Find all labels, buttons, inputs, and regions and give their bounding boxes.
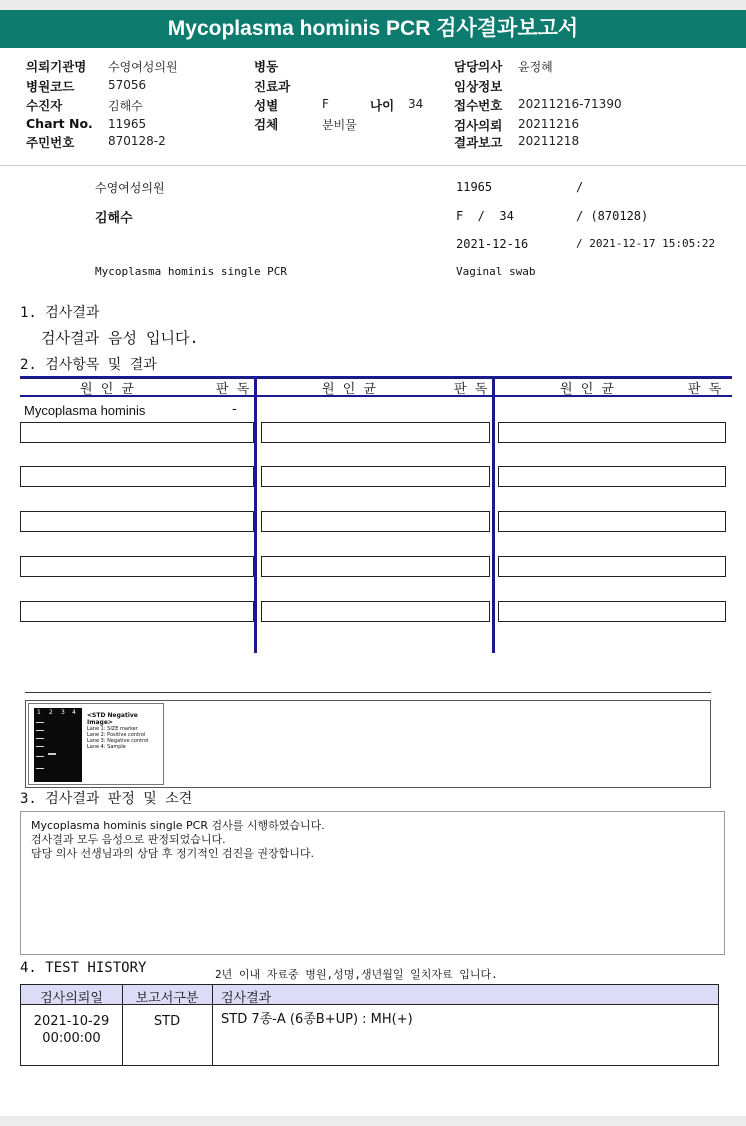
pathogen-name: Mycoplasma hominis — [24, 403, 146, 418]
lane-2-label: 2 — [49, 709, 53, 716]
empty-cell — [498, 511, 726, 532]
empty-cell — [261, 601, 490, 622]
lane-1-label: 1 — [37, 709, 41, 716]
results-table-divider-2 — [492, 376, 495, 653]
pathogen-result: - — [232, 402, 237, 417]
empty-cell — [20, 601, 254, 622]
marker-band — [36, 746, 44, 747]
bottom-bar — [0, 1116, 746, 1126]
empty-cell — [20, 556, 254, 577]
col-judgment-3: 판 독 — [688, 382, 724, 397]
code-value: 57056 — [108, 78, 147, 92]
empty-cell — [498, 556, 726, 577]
age-label: 나이 — [370, 98, 395, 113]
findings-line: 검사결과 모두 음성으로 판정되었습니다. — [31, 833, 226, 846]
col-judgment-2: 판 독 — [454, 382, 490, 397]
results-table-divider-1 — [254, 376, 257, 653]
section4-title: 4. TEST HISTORY — [20, 960, 147, 976]
col-pathogen-2: 원 인 균 — [322, 382, 378, 397]
findings-line: Mycoplasma hominis single PCR 검사를 시행하였습니다. — [31, 819, 325, 832]
request-value: 20211216 — [518, 117, 580, 131]
marker-band — [36, 722, 44, 723]
marker-band — [36, 730, 44, 731]
history-header-result: 검사결과 — [221, 991, 272, 1006]
chart-value: 11965 — [108, 117, 147, 131]
history-header-date: 검사의뢰일 — [40, 991, 103, 1006]
request-label: 검사의뢰 — [454, 118, 503, 133]
specimen-value: 분비물 — [322, 118, 357, 132]
doctor-label: 담당의사 — [454, 59, 503, 74]
section1-title: 1. 검사결과 — [20, 305, 100, 321]
empty-cell — [498, 466, 726, 487]
col-pathogen-3: 원 인 균 — [560, 382, 616, 397]
summary-slash: / — [576, 180, 584, 194]
patient-value: 김해수 — [108, 99, 143, 113]
report-sheet — [0, 166, 746, 1116]
dept-label: 진료과 — [254, 79, 291, 94]
history-date: 2021-10-29 — [33, 1014, 110, 1029]
empty-cell — [261, 466, 490, 487]
gel-panel — [25, 700, 711, 788]
empty-cell — [498, 601, 726, 622]
summary-date-reported: / 2021-12-17 15:05:22 — [576, 237, 716, 250]
section3-title: 3. 검사결과 판정 및 소견 — [20, 791, 193, 807]
accession-label: 접수번호 — [454, 98, 503, 113]
age-value: 34 — [408, 97, 424, 111]
report-value: 20211218 — [518, 134, 580, 148]
summary-sex-age: F / 34 — [456, 209, 514, 223]
findings-box — [20, 811, 725, 955]
col-pathogen-1: 원 인 균 — [80, 382, 136, 397]
sex-label: 성별 — [254, 98, 279, 113]
summary-patient: 김해수 — [95, 211, 133, 226]
gel-legend-4: Lane 4: Sample — [87, 744, 126, 750]
lane-3-label: 3 — [61, 709, 65, 716]
hospital-label: 의뢰기관명 — [26, 59, 87, 74]
lane-4-label: 4 — [72, 709, 76, 716]
gel-legend-3: Lane 3: Negative control — [87, 738, 149, 744]
report-title: Mycoplasma hominis PCR 검사결과보고서 — [0, 10, 746, 48]
hospital-value: 수영여성의원 — [108, 60, 178, 74]
patient-label: 수진자 — [26, 98, 63, 113]
summary-hospital: 수영여성의원 — [95, 181, 165, 195]
specimen-label: 검체 — [254, 117, 279, 132]
gel-title: <STD Negative Image> — [87, 712, 138, 726]
marker-band — [36, 756, 44, 757]
gel-legend-2: Lane 2: Positive control — [87, 732, 146, 738]
clinical-label: 임상정보 — [454, 79, 503, 94]
chart-label: Chart No. — [26, 116, 93, 131]
ward-label: 병동 — [254, 59, 279, 74]
summary-birth: / (870128) — [576, 209, 649, 223]
accession-value: 20211216-71390 — [518, 97, 622, 111]
empty-cell — [498, 422, 726, 443]
summary-date-received: 2021-12-16 — [456, 237, 529, 251]
empty-cell — [261, 511, 490, 532]
code-label: 병원코드 — [26, 79, 75, 94]
history-type: STD — [153, 1014, 181, 1029]
section2-title: 2. 검사항목 및 결과 — [20, 357, 157, 373]
gel-image — [34, 708, 82, 782]
gel-divider — [25, 692, 711, 693]
history-header-type: 보고서구분 — [135, 991, 199, 1006]
findings-line: 담당 의사 선생님과의 상담 후 정기적인 검진을 권장합니다. — [31, 847, 314, 860]
positive-band — [48, 753, 56, 755]
section1-result: 검사결과 음성 입니다. — [41, 329, 199, 347]
marker-band — [36, 768, 44, 769]
empty-cell — [20, 511, 254, 532]
empty-cell — [261, 422, 490, 443]
empty-cell — [261, 556, 490, 577]
empty-cell — [20, 466, 254, 487]
history-result: STD 7종-A (6종B+UP) : MH(+) — [221, 1012, 413, 1027]
empty-cell — [20, 422, 254, 443]
sex-value: F — [322, 97, 329, 111]
report-label: 결과보고 — [454, 135, 503, 150]
report-header — [0, 48, 746, 166]
summary-chart: 11965 — [456, 180, 493, 194]
gel-frame — [28, 703, 164, 785]
gel-legend-1: Lane 1: SIZE marker — [87, 726, 138, 732]
summary-sample: Vaginal swab — [456, 265, 536, 278]
col-judgment-1: 판 독 — [216, 382, 252, 397]
history-col-divider — [212, 985, 213, 1065]
top-bar — [0, 0, 746, 10]
marker-band — [36, 738, 44, 739]
rrn-label: 주민번호 — [26, 135, 75, 150]
history-time: 00:00:00 — [42, 1031, 101, 1046]
summary-test: Mycoplasma hominis single PCR — [95, 265, 288, 278]
rrn-value: 870128-2 — [108, 134, 166, 148]
history-table — [20, 984, 719, 1066]
history-note: 2년 이내 자료중 병원,성명,생년월일 일치자료 입니다. — [215, 968, 498, 981]
doctor-value: 윤정혜 — [518, 60, 553, 74]
findings-text — [31, 819, 325, 861]
